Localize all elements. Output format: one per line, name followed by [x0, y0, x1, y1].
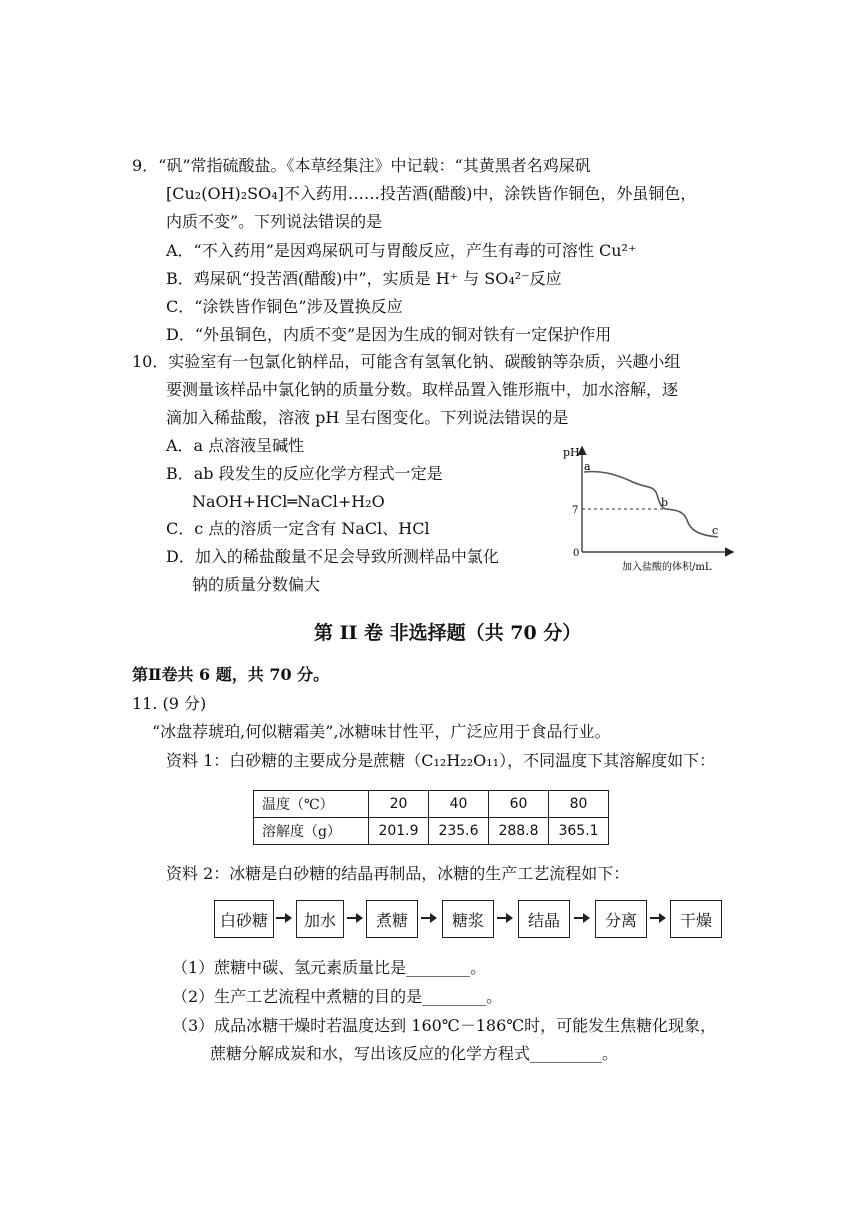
table-cell: 201.9 — [369, 818, 429, 845]
solubility-table — [253, 790, 609, 845]
section-subtitle: 第Ⅱ卷共 6 题，共 70 分。 — [132, 665, 330, 684]
ph-curve-chart — [560, 440, 740, 580]
table-cell: 60 — [489, 791, 549, 818]
q10-option-c: C．c 点的溶质一定含有 NaCl、HCl — [166, 519, 430, 538]
q9-option-b: B．鸡屎矾“投苦酒(醋酸)中”，实质是 H⁺ 与 SO₄²⁻反应 — [166, 269, 562, 288]
q10-stem-line1: 10．实验室有一包氯化钠样品，可能含有氢氧化钠、碳酸钠等杂质，兴趣小组 — [132, 352, 681, 371]
q10-option-b: B．ab 段发生的反应化学方程式一定是 — [166, 464, 443, 483]
y-tick-0: 0 — [573, 548, 580, 559]
table-cell: 80 — [549, 791, 609, 818]
table-cell: 235.6 — [429, 818, 489, 845]
q9-stem-line3: 内质不变”。下列说法错误的是 — [166, 212, 383, 231]
arrow-right-icon — [650, 912, 666, 924]
table-row — [254, 818, 609, 845]
q9-option-d: D．“外虽铜色，内质不变”是因为生成的铜对铁有一定保护作用 — [166, 325, 612, 344]
q11-sub-2: （2）生产工艺流程中煮糖的目的是________。 — [172, 987, 503, 1006]
q11-sub-3: （3）成品冰糖干燥时若温度达到 160℃－186℃时，可能发生焦糖化现象， — [172, 1016, 717, 1035]
q10-stem-line2: 要测量该样品中氯化钠的质量分数。取样品置入锥形瓶中，加水溶解，逐 — [166, 380, 679, 399]
flow-step: 煮糖 — [366, 900, 418, 938]
q9-option-a: A．“不入药用”是因鸡屎矾可与胃酸反应，产生有毒的可溶性 Cu²⁺ — [166, 241, 637, 260]
q11-material-2: 资料 2：冰糖是白砂糖的结晶再制品，冰糖的生产工艺流程如下： — [166, 864, 630, 883]
table-cell: 288.8 — [489, 818, 549, 845]
flow-step: 干燥 — [670, 900, 722, 938]
q10-stem-line3: 滴加入稀盐酸，溶液 pH 呈右图变化。下列说法错误的是 — [166, 408, 569, 427]
table-cell: 365.1 — [549, 818, 609, 845]
q11-intro: “冰盘荐琥珀,何似糖霜美”,冰糖味甘性平，广泛应用于食品行业。 — [152, 722, 611, 741]
point-c-label: c — [712, 524, 719, 537]
point-b-label: b — [661, 496, 669, 509]
arrow-right-icon — [574, 912, 590, 924]
q10-option-d-cont: 钠的质量分数偏大 — [192, 575, 321, 594]
flow-step: 糖浆 — [442, 900, 494, 938]
flow-step: 结晶 — [518, 900, 570, 938]
arrow-right-icon — [276, 912, 292, 924]
q9-option-c: C．“涂铁皆作铜色”涉及置换反应 — [166, 297, 403, 316]
section-title: 第 II 卷 非选择题（共 70 分） — [314, 622, 582, 644]
q11-number: 11. (9 分) — [132, 694, 207, 713]
arrow-right-icon — [347, 912, 363, 924]
arrow-right-icon — [497, 912, 513, 924]
point-a-label: a — [584, 460, 591, 473]
table-cell: 40 — [429, 791, 489, 818]
table-cell: 20 — [369, 791, 429, 818]
q9-stem-line2: [Cu₂(OH)₂SO₄]不入药用……投苦酒(醋酸)中，涂铁皆作铜色，外虽铜色， — [166, 184, 697, 203]
table-row-label: 溶解度（g） — [254, 818, 369, 845]
flow-step: 加水 — [296, 900, 344, 938]
ph-curve — [584, 472, 718, 537]
arrow-right-icon — [421, 912, 437, 924]
q11-sub-3-cont: 蔗糖分解成炭和水，写出该反应的化学方程式_________。 — [210, 1044, 619, 1063]
table-row — [254, 791, 609, 818]
y-axis-label: pH — [563, 446, 580, 459]
q11-sub-1: （1）蔗糖中碳、氢元素质量比是________。 — [172, 958, 487, 977]
flow-step: 白砂糖 — [214, 900, 274, 938]
flow-step: 分离 — [595, 900, 647, 938]
table-row-label: 温度（℃） — [254, 791, 369, 818]
q10-option-d: D．加入的稀盐酸量不足会导致所测样品中氯化 — [166, 547, 499, 566]
q9-stem-line1: 9．“矾”常指硫酸盐。《本草经集注》中记载：“其黄黑者名鸡屎矾 — [132, 156, 591, 175]
x-axis-label: 加入盐酸的体积/mL — [622, 562, 712, 573]
y-tick-7: 7 — [572, 505, 579, 516]
q11-material-1: 资料 1：白砂糖的主要成分是蔗糖（C₁₂H₂₂O₁₁），不同温度下其溶解度如下： — [166, 751, 716, 770]
q10-option-b-equation: NaOH+HCl═NaCl+H₂O — [192, 492, 385, 511]
q10-option-a: A．a 点溶液呈碱性 — [166, 436, 305, 455]
